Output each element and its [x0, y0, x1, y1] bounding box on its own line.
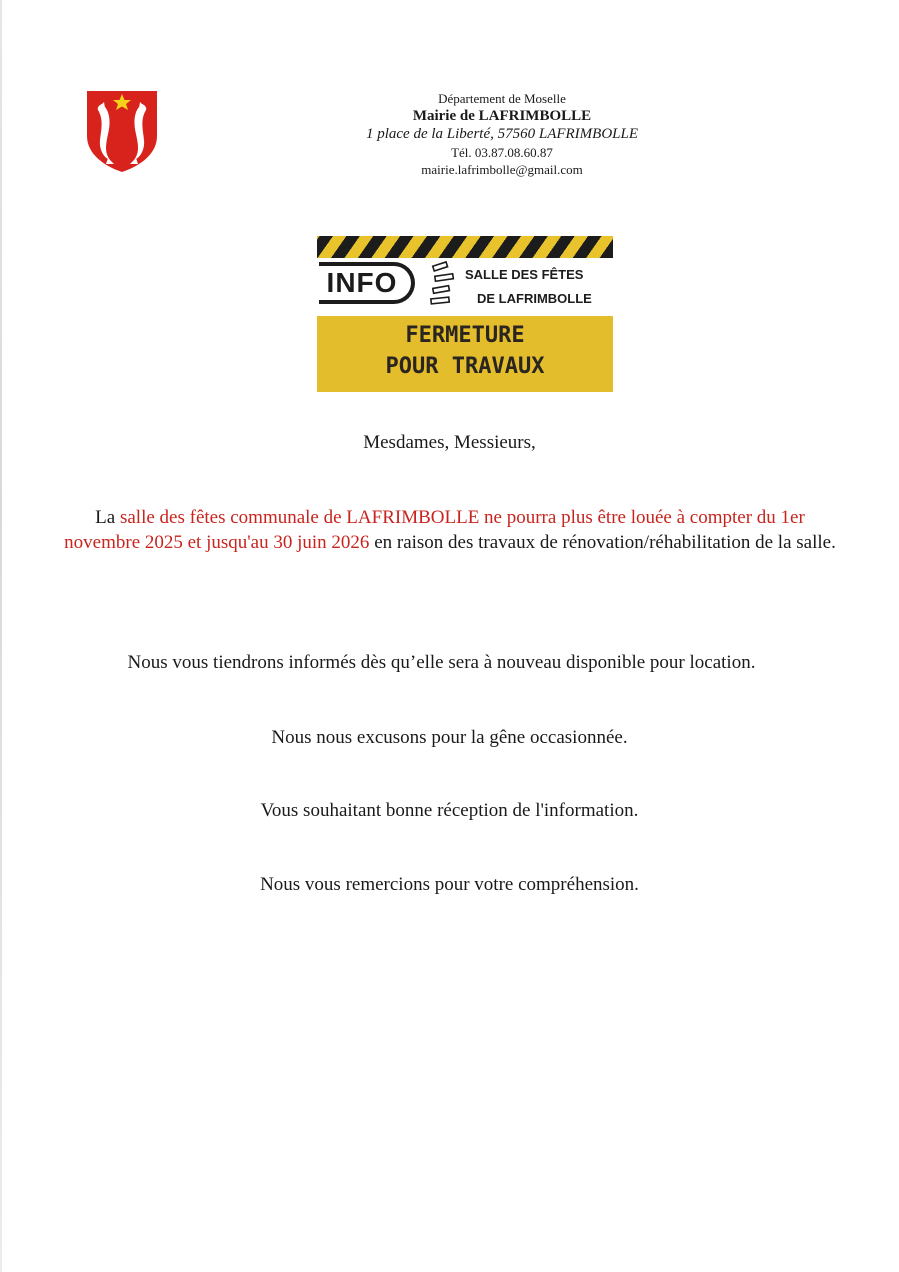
banner-pour-travaux: POUR TRAVAUX — [385, 354, 545, 379]
banner-fermeture: FERMETURE — [405, 323, 525, 348]
banner-salle-line-1: SALLE DES FÊTES — [465, 267, 584, 282]
hazard-stripes — [317, 236, 613, 258]
dashes-icon — [429, 258, 459, 310]
paragraph-apology: Nous nous excusons pour la gêne occasionnée. — [271, 727, 628, 748]
mairie-name: Mairie de LAFRIMBOLLE — [412, 108, 592, 124]
mairie-phone: Tél. 03.87.08.60.87 — [451, 145, 553, 160]
banner-salle-line-2: DE LAFRIMBOLLE — [477, 291, 592, 306]
mairie-address: 1 place de la Liberté, 57560 LAFRIMBOLLE — [365, 126, 639, 142]
mairie-email: mairie.lafrimbolle@gmail.com — [421, 162, 583, 177]
department-line: Département de Moselle — [438, 91, 566, 106]
announcement-prefix: La — [95, 507, 120, 528]
info-badge: INFO — [319, 262, 415, 304]
announcement-suffix: en raison des travaux de rénovation/réhabilitation de la salle. — [369, 532, 836, 553]
paragraph-thanks: Nous vous remercions pour votre compréhension. — [260, 874, 639, 895]
main-announcement — [60, 505, 840, 555]
paragraph-wishes: Vous souhaitant bonne réception de l'information. — [260, 800, 639, 821]
announcement-highlight: salle des fêtes communale de LAFRIMBOLLE ne pourra plus être louée à compter du 1er novembre 2025 et jusqu'au 30 juin 2026 — [64, 507, 805, 553]
salutation: Mesdames, Messieurs, — [363, 432, 536, 453]
paragraph-availability: Nous vous tiendrons informés dès qu’elle sera à nouveau disponible pour location. — [127, 652, 756, 673]
closure-banner — [317, 236, 613, 392]
scan-edge — [0, 0, 2, 1272]
coat-of-arms-icon — [84, 88, 160, 174]
letterhead — [300, 90, 704, 178]
